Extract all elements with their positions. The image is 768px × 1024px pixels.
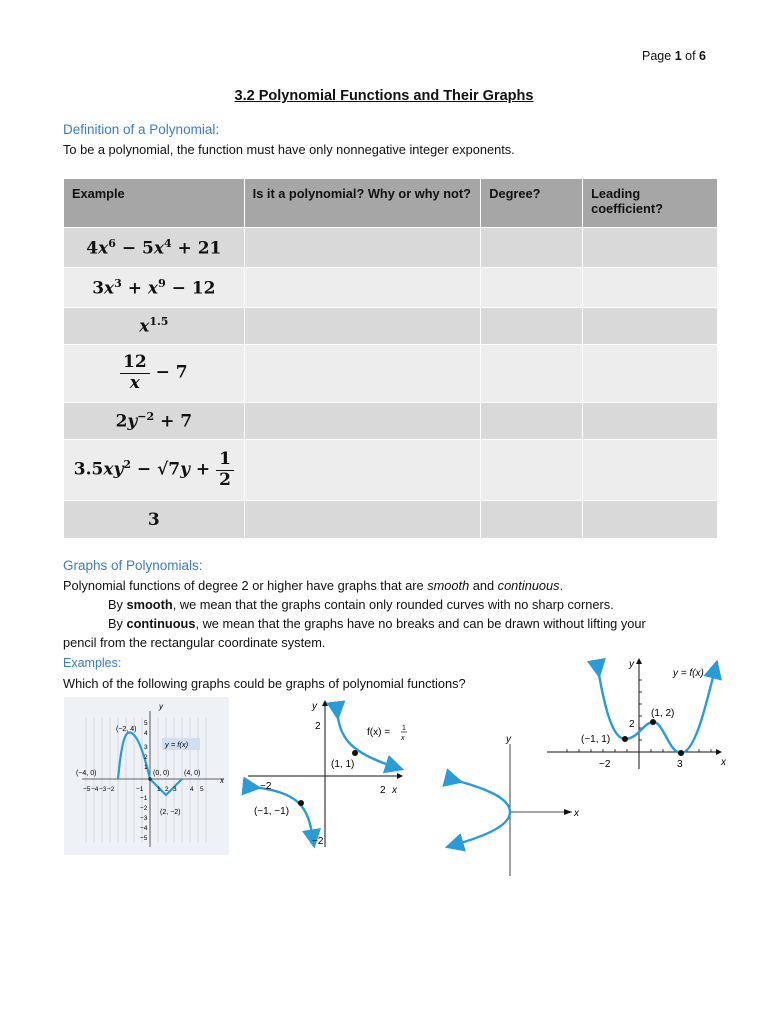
degree-cell[interactable] [481,501,583,539]
header-leading-coefficient: Leading coefficient? [583,179,718,228]
point-label: (2, −2) [160,809,181,816]
answer-cell[interactable] [244,440,481,501]
examples-question: Which of the following graphs could be graphs of polynomial functions? [63,676,466,691]
point-label: (0, 0) [153,770,170,777]
x-tick-label: 5 [200,786,204,793]
function-label: y = f(x) [673,668,704,679]
function-numerator: 1 [402,725,406,732]
expression-cell: $x^{1.5}$ [64,308,245,345]
y-tick-label: −5 [140,835,148,842]
y-axis-label: y [312,701,317,712]
table-header-row [64,179,718,228]
point-label: (4, 0) [184,770,201,777]
table-row [64,268,718,308]
answer-cell[interactable] [244,308,481,345]
table-row [64,308,718,345]
tick-label: −2 [260,781,272,792]
y-tick-label: −1 [140,795,148,802]
table-row [64,345,718,403]
page-number: Page 1 of 6 [642,49,706,63]
x-axis-label: x [392,785,397,796]
table-row [64,440,718,501]
expression-cell: $3x^3 + x^9 - 12$ [64,268,245,308]
continuous-definition-line2: pencil from the rectangular coordinate system. [63,635,326,650]
function-denominator: x [401,735,405,742]
y-tick-label: −3 [140,815,148,822]
tick-label: −2 [312,836,324,847]
x-axis-label: x [574,808,579,819]
coefficient-cell[interactable] [583,308,718,345]
expression-cell: $4x^6 - 5x^4 + 21$ [64,228,245,268]
point-label: (−1, 1) [581,734,611,745]
y-tick-label: −4 [140,825,148,832]
tick-label: 2 [380,785,386,796]
continuous-definition: By continuous, we mean that the graphs have no breaks and can be drawn without lifting your [108,616,646,631]
table-row [64,228,718,268]
degree-cell[interactable] [481,228,583,268]
answer-cell[interactable] [244,228,481,268]
graph-reciprocal [240,697,415,852]
y-axis-label: y [159,702,163,711]
graph-polynomial [543,655,758,775]
coefficient-cell[interactable] [583,403,718,440]
table-row [64,501,718,539]
header-example: Example [64,179,245,228]
x-tick-label: −5 [83,786,91,793]
definition-heading: Definition of a Polynomial: [63,122,220,137]
graphs-heading: Graphs of Polynomials: [63,558,203,573]
expression-cell: $2y^{-2} + 7$ [64,403,245,440]
y-tick-label: 3 [144,744,148,751]
x-tick-label: −1 [136,786,144,793]
tick-label: 2 [629,719,635,730]
tick-label: 2 [315,721,321,732]
definition-text: To be a polynomial, the function must have only nonnegative integer exponents. [63,142,515,157]
expression-cell: $\frac{12}{x}$ − 7 [64,345,245,403]
polynomial-table [63,178,718,539]
header-polynomial: Is it a polynomial? Why or why not? [244,179,481,228]
x-tick-label: −4 [91,786,99,793]
y-tick-label: 5 [144,720,148,727]
degree-cell[interactable] [481,403,583,440]
point-label: (−1, −1) [254,806,290,817]
y-tick-label: 2 [144,754,148,761]
graph-piecewise [64,697,229,855]
smooth-definition: By smooth, we mean that the graphs contain only rounded curves with no sharp corners. [108,597,614,612]
x-tick-label: 4 [190,786,194,793]
x-tick-label: −2 [107,786,115,793]
coefficient-cell[interactable] [583,501,718,539]
expression-cell: $3.5xy^2 - √7y$ + $\frac{1}{2}$ [64,440,245,501]
function-label: y = f(x) [165,740,189,749]
parabola-curve [454,780,510,845]
y-axis-label: y [629,659,634,670]
x-tick-label: 3 [173,786,177,793]
answer-cell[interactable] [244,345,481,403]
examples-heading: Examples: [63,656,122,670]
degree-cell[interactable] [481,440,583,501]
x-tick-label: 2 [165,786,169,793]
table-row [64,403,718,440]
point-label: (1, 1) [331,759,355,770]
y-axis-label: y [506,734,511,745]
coefficient-cell[interactable] [583,440,718,501]
tick-label: 3 [677,759,683,770]
degree-cell[interactable] [481,308,583,345]
point-label: (−2, 4) [116,726,137,733]
page-title: 3.2 Polynomial Functions and Their Graphs [234,88,534,104]
expression-cell: 3 [64,501,245,539]
coefficient-cell[interactable] [583,345,718,403]
header-degree: Degree? [481,179,583,228]
x-axis-label: x [721,757,726,768]
point-label: (−4, 0) [76,770,97,777]
y-tick-label: 4 [144,730,148,737]
answer-cell[interactable] [244,268,481,308]
coefficient-cell[interactable] [583,268,718,308]
x-tick-label: 1 [157,786,161,793]
coefficient-cell[interactable] [583,228,718,268]
function-label: f(x) = [367,727,391,738]
graphs-intro: Polynomial functions of degree 2 or higher have graphs that are smooth and continuous. [63,578,564,593]
answer-cell[interactable] [244,501,481,539]
x-axis-label: x [220,776,224,785]
tick-label: −2 [599,759,611,770]
answer-cell[interactable] [244,403,481,440]
degree-cell[interactable] [481,268,583,308]
y-tick-label: −2 [140,805,148,812]
point-label: (1, 2) [651,708,675,719]
y-tick-label: 1 [144,764,148,771]
degree-cell[interactable] [481,345,583,403]
x-tick-label: −3 [99,786,107,793]
